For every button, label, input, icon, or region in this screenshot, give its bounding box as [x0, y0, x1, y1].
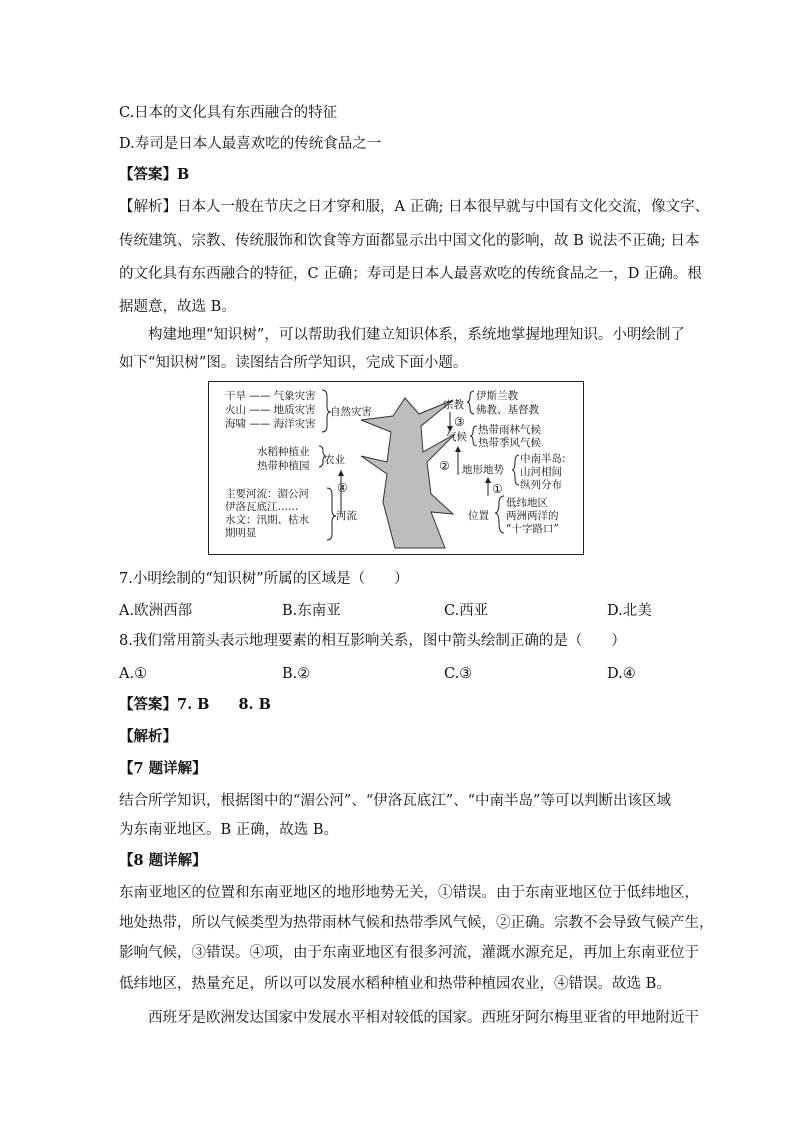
intro-line: 构建地理“知识树”，可以帮助我们建立知识体系，系统地掌握地理知识。小明绘制了 — [148, 327, 685, 343]
next-passage-line: 西班牙是欧洲发达国家中发展水平相对较低的国家。西班牙阿尔梅里亚省的甲地附近干 — [148, 1010, 699, 1026]
q7-text-line: 结合所学知识，根据图中的“湄公河”、“伊洛瓦底江”、“中南半岛”等可以判断出该区域 — [119, 793, 671, 809]
river-item: 期明显 — [225, 527, 257, 539]
q8-option-a: A.① — [119, 666, 148, 682]
q7-option-d: D.北美 — [607, 603, 652, 619]
intro-line: 如下“知识树”图。读图结合所学知识，完成下面小题。 — [119, 355, 468, 371]
agri-item: 热带种植园 — [257, 460, 310, 472]
agri-label: 农业 — [324, 454, 345, 466]
river-item: 水文：汛期、枯水 — [225, 514, 309, 526]
marker-2: ② — [439, 459, 450, 473]
analysis-line: 【解析】日本人一般在节庆之日才穿和服，A 正确; 日本很早就与中国有文化交流，像文字、 — [119, 199, 710, 215]
river-item: 伊洛瓦底江…… — [225, 501, 299, 513]
analysis-heading: 【解析】 — [119, 728, 177, 745]
marker-1: ① — [492, 482, 503, 496]
climate-item: 热带季风气候 — [478, 437, 541, 449]
knowledge-tree-svg — [209, 382, 582, 553]
river-label: 河流 — [336, 510, 357, 522]
river-item: 主要河流：湄公河 — [225, 488, 309, 500]
option-d: D.寿司是日本人最喜欢吃的传统食品之一 — [119, 136, 382, 152]
knowledge-tree-figure — [208, 381, 584, 555]
location-label: 位置 — [468, 510, 489, 522]
q8-option-c: C.③ — [444, 666, 473, 682]
location-item: 低纬地区 — [506, 497, 548, 509]
disaster-item: 火山 —— 地质灾害 — [225, 404, 316, 416]
religion-item: 佛教、基督教 — [476, 404, 539, 416]
q8-option-b: B.② — [282, 666, 311, 682]
q8-text-line: 地处热带，所以气候类型为热带雨林气候和热带季风气候，②正确。宗教不会导致气候产生， — [119, 915, 714, 931]
q8-text-line: 影响气候，③错误。④项，由于东南亚地区有很多河流，灌溉水源充足，再加上东南亚位于 — [119, 945, 699, 961]
terrain-label: 地形地势 — [462, 464, 504, 476]
disaster-item: 干旱 —— 气象灾害 — [225, 390, 316, 402]
q7-option-a: A.欧洲西部 — [119, 603, 193, 619]
q7-option-b: B.东南亚 — [282, 603, 341, 619]
religion-label: 宗教 — [443, 399, 464, 411]
religion-item: 伊斯兰教 — [476, 390, 518, 402]
terrain-item: 中南半岛: — [520, 453, 566, 465]
q8-stem: 8.我们常用箭头表示地理要素的相互影响关系，图中箭头绘制正确的是（ ） — [119, 633, 626, 649]
q7-text-line: 为东南亚地区。B 正确，故选 B。 — [119, 822, 339, 838]
location-item: “十字路口” — [506, 523, 559, 535]
answer-line: 【答案】B — [119, 166, 190, 183]
analysis-line: 传统建筑、宗教、传统服饰和饮食等方面都显示出中国文化的影响，故 B 说法不正确; 日本 — [119, 233, 700, 249]
q8-text-line: 东南亚地区的位置和东南亚地区的地形地势无关，①错误。由于东南亚地区位于低纬地区， — [119, 885, 699, 901]
analysis-line: 据题意，故选 B。 — [119, 299, 236, 315]
terrain-item: 山河相间 — [520, 466, 562, 478]
answers-line: 【答案】7. B 8. B — [119, 696, 271, 713]
climate-label: 气候 — [446, 431, 467, 443]
option-c: C.日本的文化具有东西融合的特征 — [119, 105, 338, 121]
q7-stem: 7.小明绘制的“知识树”所属的区域是（ ） — [119, 571, 409, 587]
disaster-label: 自然灾害 — [330, 406, 372, 418]
q8-text-line: 低纬地区，热量充足，所以可以发展水稻种植业和热带种植园农业，④错误。故选 B。 — [119, 976, 671, 992]
climate-item: 热带雨林气候 — [478, 424, 541, 436]
tree-trunk — [361, 398, 455, 548]
analysis-line: 的文化具有东西融合的特征，C 正确；寿司是日本人最喜欢吃的传统食品之一，D 正确。根 — [119, 266, 702, 282]
terrain-item: 纵列分布 — [520, 479, 562, 491]
q8-option-d: D.④ — [607, 666, 636, 682]
q8-heading: 【8 题详解】 — [119, 852, 207, 869]
q7-heading: 【7 题详解】 — [119, 760, 207, 777]
marker-4: ④ — [337, 481, 348, 495]
marker-3: ③ — [454, 415, 465, 429]
q7-option-c: C.西亚 — [444, 603, 489, 619]
agri-item: 水稻种植业 — [257, 446, 310, 458]
disaster-item: 海啸 —— 海洋灾害 — [225, 418, 316, 430]
location-item: 两洲两洋的 — [506, 510, 559, 522]
